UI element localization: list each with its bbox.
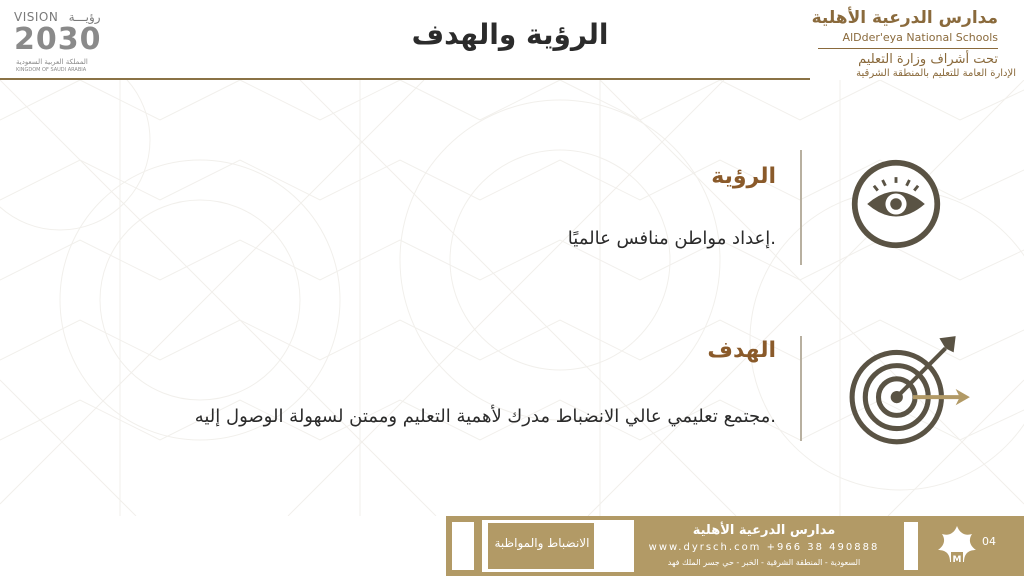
vision-2030-logo [14, 10, 106, 72]
vision-arabic: رؤيـــة [68, 10, 101, 24]
target-icon [846, 334, 978, 446]
vision-kingdom-ar: المملكة العربية السعودية [16, 58, 88, 66]
goal-divider [800, 336, 802, 441]
school-name-en: AlDder'eya National Schools [842, 31, 998, 44]
school-divider [818, 48, 998, 49]
footer-stripe-mid [610, 522, 624, 570]
vision-kingdom-en: KINGDOM OF SAUDI ARABIA [16, 67, 87, 73]
footer-stripe-left [452, 522, 474, 570]
goal-text: مجتمع تعليمي عالي الانضباط مدرك لأهمية التعليم وممتن لسهولة الوصول إليه. [194, 406, 776, 427]
footer-bar [446, 516, 1024, 576]
header-rule [0, 78, 810, 80]
vision-title: الرؤية [711, 164, 776, 189]
page-number: 04 [982, 535, 996, 548]
school-identity [798, 6, 998, 69]
footer-website: www.dyrsch.com +966 38 490888 [648, 542, 880, 553]
vision-year: 2030 [14, 22, 102, 57]
footer-topic: الانضباط والمواظبة [494, 536, 590, 550]
eye-icon [848, 156, 944, 252]
school-name-ar: مدارس الدرعية الأهلية [811, 8, 998, 28]
footer-stripe-right [904, 522, 918, 570]
svg-text:M: M [952, 555, 962, 565]
header-bar [0, 0, 1024, 82]
vision-text: إعداد مواطن منافس عالميًا. [567, 228, 776, 249]
supervision-text: تحت أشراف وزارة التعليم [858, 52, 998, 67]
vision-word: VISION [14, 10, 59, 24]
goal-title: الهدف [707, 338, 776, 363]
footer-school-name: مدارس الدرعية الأهلية [692, 523, 836, 538]
background-pattern [0, 80, 1024, 516]
footer-address: السعودية - المنطقة الشرقية - الخبر - حي جسر الملك فهد [667, 558, 861, 567]
administration-text: الإدارة العامة للتعليم بالمنطقة الشرقية [856, 68, 1016, 79]
vision-divider [800, 150, 802, 265]
school-logo-icon [934, 522, 980, 570]
page-title: الرؤية والهدف [411, 18, 609, 51]
